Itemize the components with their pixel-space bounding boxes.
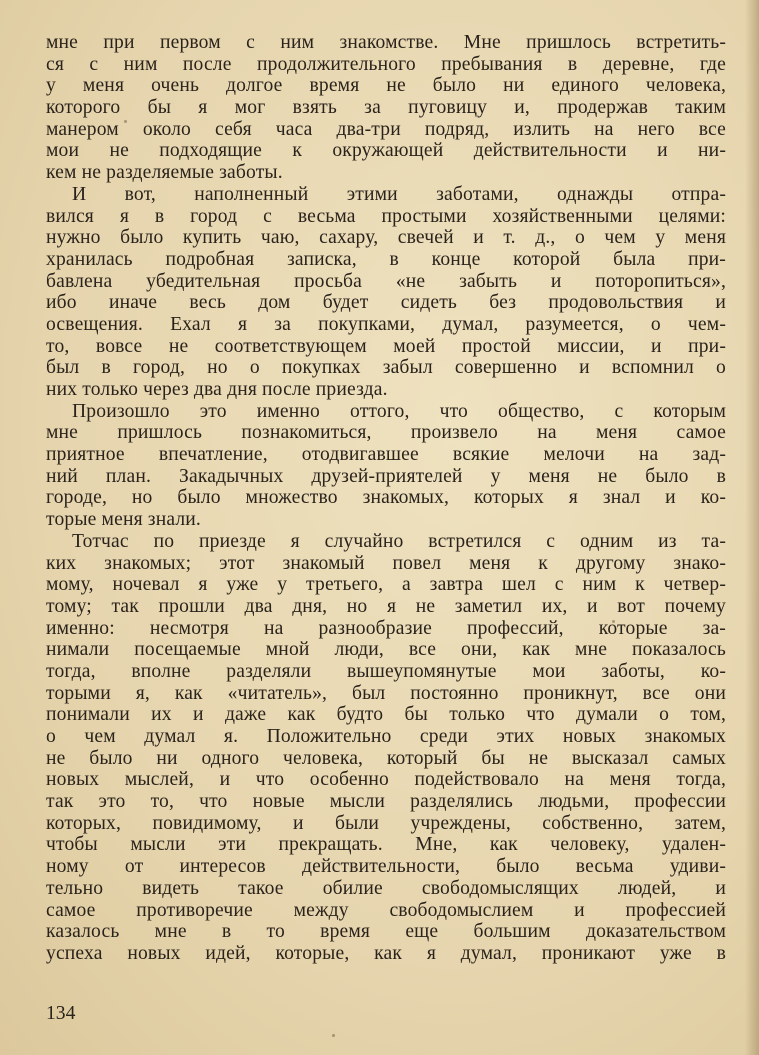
text-line: торыми я, как «читатель», был постоянно проникнут, все они <box>46 682 726 704</box>
text-line: которых, повидимому, и были учреждены, собственно, затем, <box>46 812 726 834</box>
text-line: манером около себя часа два-три подряд, излить на него все <box>46 118 726 140</box>
text-line: нужно было купить чаю, сахару, свечей и т. д., о чем у меня <box>46 227 726 249</box>
text-line: тельно видеть такое обилие свободомыслящих людей, и <box>46 877 726 899</box>
text-line: казалось мне в то время еще большим доказательством <box>46 921 726 943</box>
text-line: них только через два дня после приезда. <box>46 379 388 400</box>
paper-speck <box>612 620 615 623</box>
text-line: мне пришлось познакомиться, произвело на меня самое <box>46 422 726 444</box>
text-line: торые меня знали. <box>46 509 201 531</box>
text-line: был в город, но о покупках забыл совершенно и вспомнил о <box>46 357 726 379</box>
text-line: то, вовсе не соответствующем моей простой миссии, и при- <box>46 335 726 357</box>
text-line: мому, ночевал я уже у третьего, а завтра шел с ним к четвер- <box>46 574 726 596</box>
text-line: освещения. Ехал я за покупками, думал, разумеется, о чем- <box>46 313 726 335</box>
text-line: мои не подходящие к окружающей действительности и ни- <box>46 140 726 162</box>
text-line: мне при первом с ним знакомстве. Мне пришлось встретить- <box>46 32 726 53</box>
text-line: тому; так прошли два дня, но я не заметил их, и вот почему <box>46 595 726 617</box>
text-line: Тотчас по приезде я случайно встретился с одним из та- <box>72 530 726 552</box>
text-line: ся с ним после продолжительного пребывания в деревне, где <box>46 53 726 75</box>
text-line: приятное впечатление, отодвигавшее всякие мелочи на зад- <box>46 444 726 466</box>
text-line: хранилась подробная записка, в конце которой была при- <box>46 248 726 270</box>
text-line: ному от интересов действительности, было весьма удиви- <box>46 856 726 878</box>
text-line: успеха новых идей, которые, как я думал, проникают уже в <box>46 942 726 964</box>
text-line: которого бы я мог взять за пуговицу и, продержав таким <box>46 97 726 119</box>
text-line: ких знакомых; этот знакомый повел меня к другому знако- <box>46 552 726 574</box>
text-line: так это то, что новые мысли разделялись людьми, профессии <box>46 791 726 813</box>
text-line: ибо иначе весь дом будет сидеть без продовольствия и <box>46 292 726 314</box>
text-line: кем не разделяемые заботы. <box>46 162 283 184</box>
text-line: вился я в город с весьма простыми хозяйственными целями: <box>46 205 726 227</box>
text-line: понимали их и даже как будто бы только что думали о том, <box>46 704 726 726</box>
text-line: не было ни одного человека, который бы не высказал самых <box>46 747 726 769</box>
page-number: 134 <box>46 1003 76 1024</box>
text-line: нимали посещаемые мной люди, все они, как мне показалось <box>46 639 726 661</box>
text-line: чтобы мысли эти прекращать. Мне, как человеку, удален- <box>46 834 726 856</box>
text-line: самое противоречие между свободомыслием и профессией <box>46 899 726 921</box>
paper-speck <box>332 1034 335 1037</box>
text-line: тогда, вполне разделяли вышеупомянутые мои заботы, ко- <box>46 660 726 682</box>
page-edge-shadow <box>745 0 759 1055</box>
text-line: именно: несмотря на разнообразие профессий, которые за- <box>46 617 726 639</box>
text-line: новых мыслей, и что особенно подействовало на меня тогда, <box>46 769 726 791</box>
paper-speck <box>124 120 127 123</box>
text-line: бавлена убедительная просьба «не забыть и поторопиться», <box>46 270 726 292</box>
text-line: ний план. Закадычных друзей-приятелей у меня не было в <box>46 465 726 487</box>
text-line: городе, но было множество знакомых, которых я знал и ко- <box>46 487 726 509</box>
text-line: у меня очень долгое время не было ни единого человека, <box>46 75 726 97</box>
text-line: Произошло это именно оттого, что общество, с которым <box>72 400 726 422</box>
text-line: И вот, наполненный этими заботами, однажды отпра- <box>72 183 726 205</box>
text-line: о чем думал я. Положительно среди этих новых знакомых <box>46 726 726 747</box>
body-text <box>46 32 726 965</box>
